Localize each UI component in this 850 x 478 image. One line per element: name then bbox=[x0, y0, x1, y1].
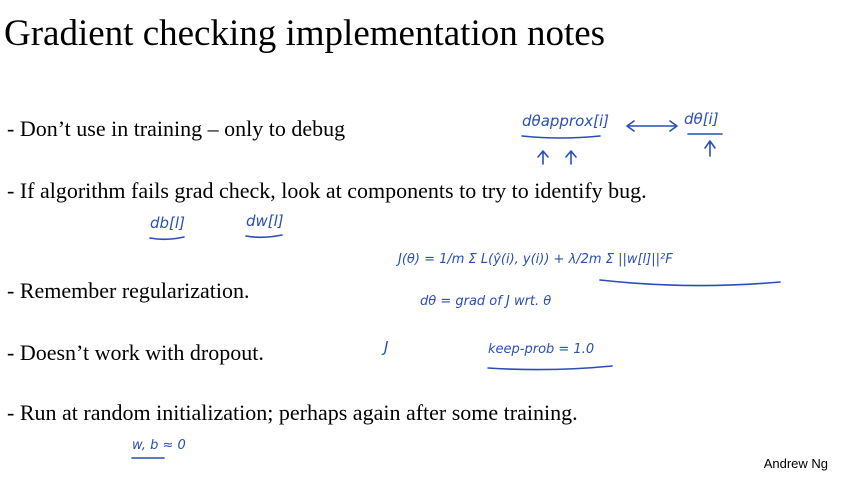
bullet-dropout: - Doesn’t work with dropout. bbox=[7, 340, 264, 365]
annotation-j-symbol: J bbox=[384, 338, 389, 356]
underline-dw bbox=[246, 235, 282, 237]
annotation-dtheta-definition: dθ = grad of J wrt. θ bbox=[420, 294, 552, 309]
bullet-debug-only: - Don’t use in training – only to debug bbox=[7, 116, 346, 141]
underline-regularization-term bbox=[600, 280, 780, 286]
annotation-dtheta-i: dθ[i] bbox=[684, 110, 719, 128]
author-credit: Andrew Ng bbox=[763, 456, 828, 471]
bullet-identify-bug: - If algorithm fails grad check, look at components to try to identify bug. bbox=[7, 178, 647, 203]
annotation-cost-function: J(θ) = 1/m Σ L(ŷ(i), y(i)) + λ/2m Σ ||w[l]||²F bbox=[398, 252, 673, 267]
up-arrow-icon bbox=[566, 151, 576, 164]
up-arrow-icon bbox=[705, 141, 715, 156]
underline-keep-prob bbox=[488, 366, 612, 370]
up-arrow-icon bbox=[538, 151, 548, 164]
slide-title: Gradient checking implementation notes bbox=[4, 13, 606, 54]
underline-db bbox=[150, 237, 184, 239]
annotation-init-zero: w, b ≈ 0 bbox=[132, 438, 186, 453]
annotation-dtheta-approx: dθapprox[i] bbox=[522, 112, 610, 130]
bullet-regularization: - Remember regularization. bbox=[7, 278, 250, 303]
annotation-dw: dw[l] bbox=[246, 212, 284, 230]
annotation-keep-prob: keep-prob = 1.0 bbox=[488, 342, 595, 357]
double-arrow-icon bbox=[627, 121, 677, 131]
bullet-random-init: - Run at random initialization; perhaps again after some training. bbox=[7, 400, 578, 425]
annotation-db: db[l] bbox=[150, 214, 185, 232]
underline-dtheta-approx bbox=[522, 136, 600, 138]
